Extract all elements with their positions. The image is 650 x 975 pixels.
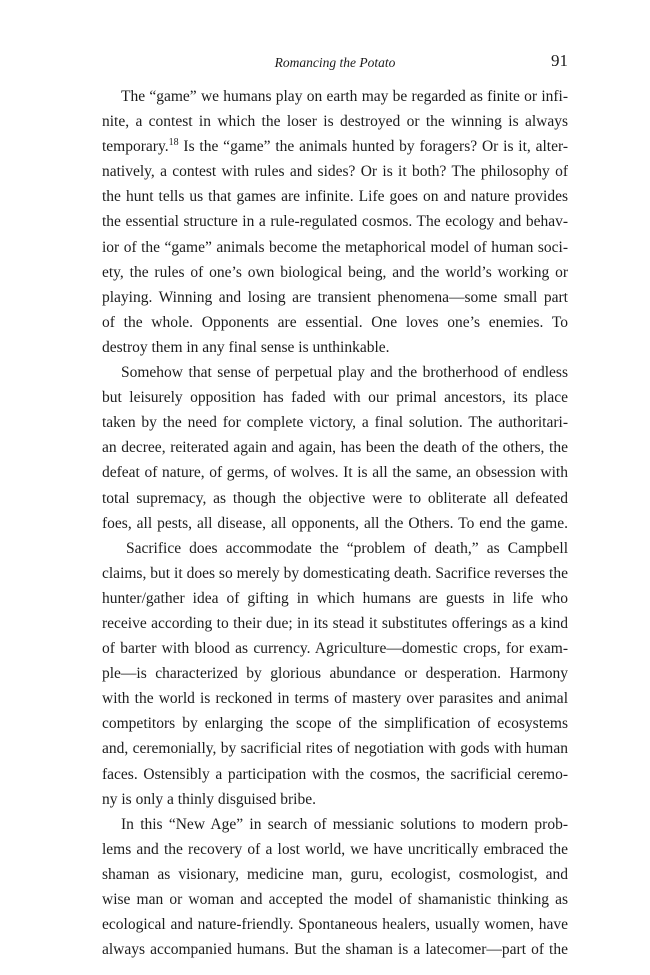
text-line: total supremacy, as though the objective were to obliterate all defeated — [102, 489, 568, 507]
text-line: ety, the rules of one’s own biological being, and the world’s working or — [102, 263, 568, 281]
text-line: Somehow that sense of perpetual play and the brotherhood of endless — [121, 364, 568, 382]
text-fragment: temporary. — [102, 138, 169, 156]
page-number: 91 — [551, 51, 568, 70]
text-line: foes, all pests, all disease, all opponents, all the Others. To end the game. — [102, 514, 568, 532]
text-line: competitors by enlarging the scope of the simplification of ecosystems — [102, 715, 568, 733]
text-line: claims, but it does so merely by domesticating death. Sacrifice reverses the — [102, 564, 568, 582]
running-title: Romancing the Potato — [274, 55, 396, 70]
text-line: of barter with blood as currency. Agriculture—domestic crops, for exam- — [102, 640, 568, 658]
text-line: lems and the recovery of a lost world, we have uncritically embraced the — [102, 840, 568, 858]
text-fragment: Is the “game” the animals hunted by foragers? Or is it, alter- — [183, 138, 568, 156]
text-line: natively, a contest with rules and sides? Or is it both? The philosophy of — [102, 163, 568, 181]
text-line: hunter/gather idea of gifting in which humans are guests in life who — [102, 589, 568, 607]
text-line: defeat of nature, of germs, of wolves. It is all the same, an obsession with — [102, 464, 568, 482]
text-line: of the whole. Opponents are essential. One loves one’s enemies. To — [102, 313, 568, 331]
text-line: always accompanied humans. But the shaman is a latecomer—part of the — [102, 941, 568, 959]
body-text — [102, 84, 568, 962]
text-line: destroy them in any final sense is unthinkable. — [102, 338, 390, 356]
text-line: an decree, reiterated again and again, has been the death of the others, the — [102, 439, 568, 457]
text-line: but leisurely opposition has faded with our primal ancestors, its place — [102, 389, 568, 407]
text-line: faces. Ostensibly a participation with the cosmos, the sacrificial ceremo- — [102, 765, 568, 783]
text-line: the essential structure in a rule-regulated cosmos. The ecology and behav- — [102, 213, 568, 231]
text-line: ny is only a thinly disguised bribe. — [102, 790, 316, 808]
text-line: playing. Winning and losing are transient phenomena—some small part — [102, 288, 568, 306]
text-line: and, ceremonially, by sacrificial rites of negotiation with gods with human — [102, 740, 568, 758]
text-line: ior of the “game” animals become the metaphorical model of human soci- — [102, 238, 568, 256]
footnote-marker: 18 — [168, 137, 179, 149]
text-line: The “game” we humans play on earth may be regarded as finite or infi- — [121, 88, 568, 105]
text-line: ple—is characterized by glorious abundance or desperation. Harmony — [102, 665, 568, 683]
text-line: with the world is reckoned in terms of mastery over parasites and animal — [102, 690, 568, 708]
text-line: wise man or woman and accepted the model of shamanistic thinking as — [102, 891, 568, 908]
text-line — [102, 134, 568, 159]
text-line: Sacrifice does accommodate the “problem of death,” as Campbell — [126, 539, 568, 557]
running-head — [102, 52, 568, 74]
text-line: taken by the need for complete victory, a final solution. The authoritari- — [102, 414, 568, 432]
text-line: nite, a contest in which the loser is destroyed or the winning is always — [102, 113, 568, 131]
text-line: In this “New Age” in search of messianic solutions to modern prob- — [121, 815, 568, 833]
text-line: shaman as visionary, medicine man, guru, ecologist, cosmologist, and — [102, 865, 568, 883]
text-line: ecological and nature-friendly. Spontaneous healers, usually women, have — [102, 916, 568, 934]
text-line: receive according to their due; in its stead it substitutes offerings as a kind — [102, 614, 568, 632]
text-line: the hunt tells us that games are infinite. Life goes on and nature provides — [102, 188, 568, 206]
